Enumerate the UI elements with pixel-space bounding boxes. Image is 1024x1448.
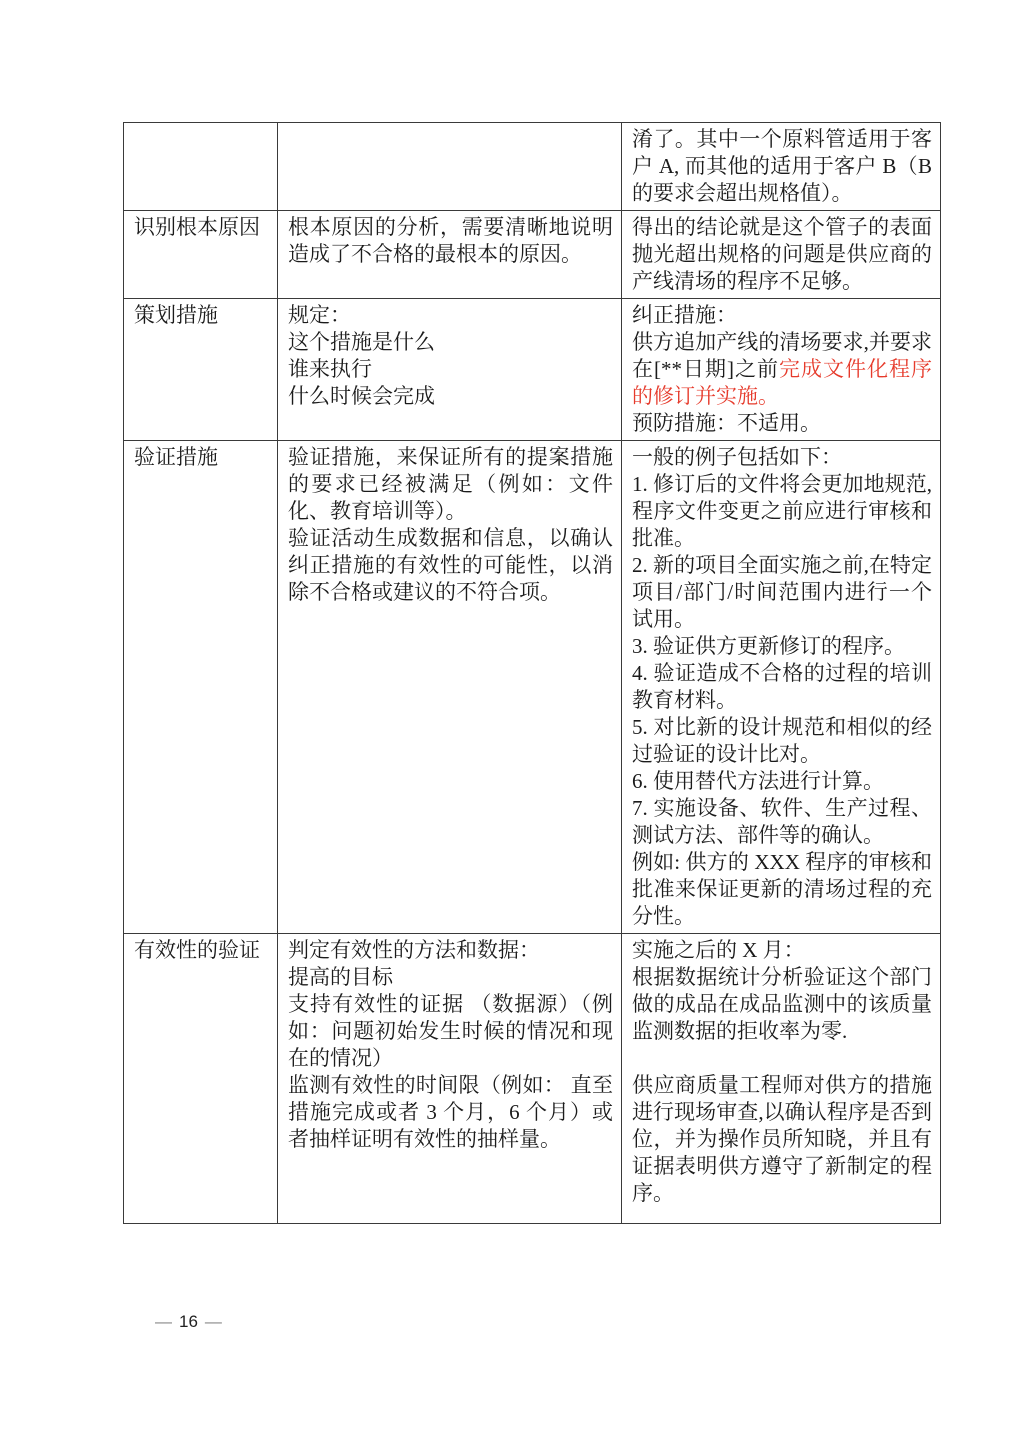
page-number (148, 1312, 229, 1332)
cell-requirement (278, 299, 622, 441)
paragraph (632, 1072, 932, 1207)
text-segment: 验证措施 (134, 445, 218, 469)
paragraph (288, 302, 613, 329)
cell-term (124, 211, 278, 299)
text-segment: 得出的结论就是这个管子的表面抛光超出规格的问题是供应商的产线清场的程序不足够。 (632, 215, 932, 293)
table-row-effectiveness-verification (124, 934, 941, 1224)
paragraph (288, 525, 613, 606)
text-segment: 4. 验证造成不合格的过程的培训教育材料。 (632, 661, 932, 712)
table-row-carryover (124, 123, 941, 211)
table-row-plan-actions (124, 299, 941, 441)
table-row-identify-root-cause (124, 211, 941, 299)
paragraph (632, 633, 932, 660)
cell-term (124, 123, 278, 211)
cell-requirement (278, 123, 622, 211)
text-segment: 这个措施是什么 (288, 330, 435, 354)
text-segment: 纠正措施： (632, 303, 737, 327)
paragraph (632, 444, 932, 471)
paragraph (288, 991, 613, 1072)
text-segment: 支持有效性的证据 （数据源）（例如：问题初始发生时候的情况和现在的情况） (288, 992, 613, 1070)
paragraph (632, 937, 932, 964)
text-segment: 例如: 供方的 XXX 程序的审核和批准来保证更新的清场过程的充分性。 (632, 850, 932, 928)
paragraph (632, 214, 932, 295)
text-segment: 根本原因的分析，需要清晰地说明造成了不合格的最根本的原因。 (288, 215, 613, 266)
paragraph (632, 471, 932, 552)
text-segment: 策划措施 (134, 303, 218, 327)
paragraph (632, 410, 932, 437)
paragraph (632, 329, 932, 410)
text-segment: 一般的例子包括如下： (632, 445, 842, 469)
paragraph (632, 552, 932, 633)
text-segment: 供方追加产线的清场要求,并要求在[**日期]之前 (632, 330, 932, 381)
paragraph (632, 126, 932, 207)
table-row-verify-actions (124, 441, 941, 934)
capa-requirements-table (123, 122, 941, 1224)
paragraph (134, 302, 269, 329)
cell-requirement (278, 441, 622, 934)
text-segment: 提高的目标 (288, 965, 393, 989)
paragraph (632, 714, 932, 768)
paragraph (134, 444, 269, 471)
text-segment: 识别根本原因 (134, 215, 260, 239)
cell-example (622, 211, 941, 299)
text-segment: 判定有效性的方法和数据： (288, 938, 540, 962)
paragraph (288, 214, 613, 268)
paragraph (632, 849, 932, 930)
text-segment: 6. 使用替代方法进行计算。 (632, 769, 884, 793)
paragraph (632, 660, 932, 714)
text-segment: 规定： (288, 303, 351, 327)
page-number-dash-right: — (204, 1312, 222, 1331)
text-segment: 1. 修订后的文件将会更加地规范,程序文件变更之前应进行审核和批准。 (632, 472, 932, 550)
text-segment: 验证活动生成数据和信息，以确认纠正措施的有效性的可能性，以消除不合格或建议的不符合项。 (288, 526, 613, 604)
paragraph (288, 964, 613, 991)
text-segment: 根据数据统计分析验证这个部门做的成品在成品监测中的该质量监测数据的拒收率为零. (632, 965, 932, 1043)
page-number-dash-left: — (155, 1312, 172, 1331)
text-segment: 监测有效性的时间限（例如： 直至措施完成或者 3 个月，6 个月）或者抽样证明有效性的抽样量。 (288, 1073, 613, 1151)
text-segment: 实施之后的 X 月： (632, 938, 805, 962)
cell-example (622, 934, 941, 1224)
paragraph (288, 1072, 613, 1153)
paragraph (288, 444, 613, 525)
paragraph (632, 1045, 932, 1072)
text-segment: 供应商质量工程师对供方的措施进行现场审查,以确认程序是否到位，并为操作员所知晓，并且有证据表明供方遵守了新制定的程序。 (632, 1073, 932, 1205)
paragraph (632, 768, 932, 795)
paragraph (632, 302, 932, 329)
cell-requirement (278, 211, 622, 299)
text-segment: 谁来执行 (288, 357, 372, 381)
paragraph (134, 937, 269, 964)
cell-example (622, 441, 941, 934)
text-segment: 预防措施：不适用。 (632, 411, 821, 435)
paragraph (288, 329, 613, 356)
text-segment: 7. 实施设备、软件、生产过程、测试方法、部件等的确认。 (632, 796, 932, 847)
text-segment: 什么时候会完成 (288, 384, 435, 408)
cell-term (124, 934, 278, 1224)
paragraph (288, 383, 613, 410)
paragraph (134, 214, 269, 241)
text-segment: 淆了。其中一个原料管适用于客户 A, 而其他的适用于客户 B（B 的要求会超出规格值）。 (632, 127, 932, 205)
cell-example (622, 123, 941, 211)
red-highlight-text: 完成文件化程序的修订并实施。 (632, 357, 932, 408)
paragraph (288, 937, 613, 964)
text-segment: 5. 对比新的设计规范和相似的经过验证的设计比对。 (632, 715, 932, 766)
paragraph (288, 356, 613, 383)
text-segment: 3. 验证供方更新修订的程序。 (632, 634, 905, 658)
paragraph (632, 795, 932, 849)
page-number-value: 16 (179, 1312, 198, 1331)
text-segment: 验证措施，来保证所有的提案措施的要求已经被满足（例如：文件化、教育培训等）。 (288, 445, 613, 523)
cell-term (124, 441, 278, 934)
cell-requirement (278, 934, 622, 1224)
text-segment: 有效性的验证 (134, 938, 260, 962)
cell-example (622, 299, 941, 441)
cell-term (124, 299, 278, 441)
paragraph (632, 964, 932, 1045)
text-segment: 2. 新的项目全面实施之前,在特定项目/部门/时间范围内进行一个试用。 (632, 553, 932, 631)
